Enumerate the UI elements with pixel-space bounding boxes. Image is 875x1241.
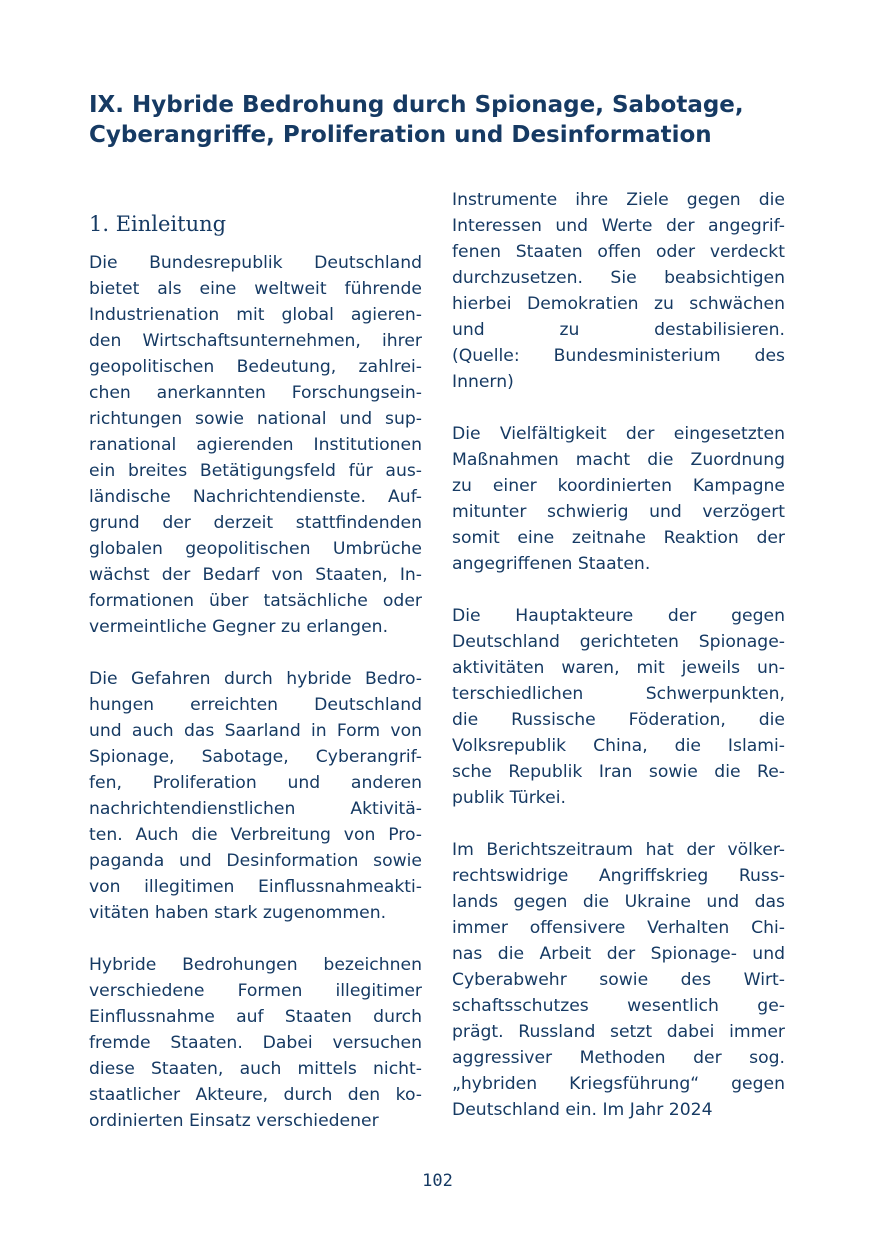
text-line: somit eine zeitnahe Reaktion der xyxy=(452,528,785,548)
text-line: paganda und Desinformation sowie xyxy=(89,851,422,871)
text-line: angegriffenen Staaten. xyxy=(452,554,651,574)
text-line: ein breites Betätigungsfeld für aus- xyxy=(89,461,422,481)
chapter-title xyxy=(89,90,789,150)
text-line: globalen geopolitischen Umbrüche xyxy=(89,539,422,559)
text-line: Instrumente ihre Ziele gegen die xyxy=(452,190,785,210)
text-line: vermeintliche Gegner zu erlangen. xyxy=(89,617,389,637)
left-column xyxy=(89,250,422,1134)
paragraph xyxy=(452,837,785,1123)
text-line: fremde Staaten. Dabei versuchen xyxy=(89,1033,422,1053)
text-line: Deutschland gerichteten Spionage- xyxy=(452,632,785,652)
text-line: Innern) xyxy=(452,372,514,392)
text-line: Interessen und Werte der angegrif- xyxy=(452,216,785,236)
text-line: fenen Staaten offen oder verdeckt xyxy=(452,242,785,262)
text-line: verschiedene Formen illegitimer xyxy=(89,981,422,1001)
paragraph xyxy=(452,603,785,811)
text-line: terschiedlichen Schwerpunkten, xyxy=(452,684,785,704)
text-line: sche Republik Iran sowie die Re- xyxy=(452,762,785,782)
text-line: nas die Arbeit der Spionage- und xyxy=(452,944,785,964)
text-line: vitäten haben stark zugenommen. xyxy=(89,903,387,923)
text-line: Cyberabwehr sowie des Wirt- xyxy=(452,970,785,990)
text-line: richtungen sowie national und sup- xyxy=(89,409,422,429)
text-line: formationen über tatsächliche oder xyxy=(89,591,422,611)
text-line: fen, Proliferation und anderen xyxy=(89,773,422,793)
text-line: „hybriden Kriegsführung“ gegen xyxy=(452,1074,785,1094)
text-line: lands gegen die Ukraine und das xyxy=(452,892,785,912)
text-line: die Russische Föderation, die xyxy=(452,710,785,730)
text-line: ordinierten Einsatz verschiedener xyxy=(89,1111,379,1131)
paragraph xyxy=(89,952,422,1134)
section-heading: 1. Einleitung xyxy=(89,212,227,236)
text-line: Einflussnahme auf Staaten durch xyxy=(89,1007,422,1027)
text-line: und auch das Saarland in Form von xyxy=(89,721,422,741)
text-line: ranational agierenden Institutionen xyxy=(89,435,422,455)
page-number: 102 xyxy=(422,1171,453,1191)
chapter-title-line: Cyberangriffe, Proliferation und Desinformation xyxy=(89,122,712,148)
text-line: aktivitäten waren, mit jeweils un- xyxy=(452,658,785,678)
right-column xyxy=(452,187,785,1123)
text-line: hierbei Demokratien zu schwächen xyxy=(452,294,785,314)
text-line: Die Bundesrepublik Deutschland xyxy=(89,253,422,273)
text-line: ten. Auch die Verbreitung von Pro- xyxy=(89,825,422,845)
text-line: Volksrepublik China, die Islami- xyxy=(452,736,785,756)
text-line: zu einer koordinierten Kampagne xyxy=(452,476,785,496)
text-line: rechtswidrige Angriffskrieg Russ- xyxy=(452,866,785,886)
paragraph xyxy=(452,421,785,577)
text-line: von illegitimen Einflussnahmeakti- xyxy=(89,877,422,897)
text-line: ländische Nachrichtendienste. Auf- xyxy=(89,487,422,507)
text-line: hungen erreichten Deutschland xyxy=(89,695,422,715)
text-line: nachrichtendienstlichen Aktivitä- xyxy=(89,799,422,819)
text-line: Die Hauptakteure der gegen xyxy=(452,606,785,626)
text-line: geopolitischen Bedeutung, zahlrei- xyxy=(89,357,422,377)
text-line: Maßnahmen macht die Zuordnung xyxy=(452,450,785,470)
text-line: Die Gefahren durch hybride Bedro- xyxy=(89,669,422,689)
text-line: (Quelle: Bundesministerium des xyxy=(452,346,785,366)
text-line: grund der derzeit stattfindenden xyxy=(89,513,422,533)
text-line: wächst der Bedarf von Staaten, In- xyxy=(89,565,422,585)
text-line: chen anerkannten Forschungsein- xyxy=(89,383,422,403)
text-line: Industrienation mit global agieren- xyxy=(89,305,422,325)
text-line: diese Staaten, auch mittels nicht- xyxy=(89,1059,422,1079)
paragraph xyxy=(89,666,422,926)
text-line: Im Berichtszeitraum hat der völker- xyxy=(452,840,785,860)
text-line: staatlicher Akteure, durch den ko- xyxy=(89,1085,422,1105)
text-line: aggressiver Methoden der sog. xyxy=(452,1048,785,1068)
text-line: durchzusetzen. Sie beabsichtigen xyxy=(452,268,785,288)
paragraph xyxy=(89,250,422,640)
text-line: publik Türkei. xyxy=(452,788,566,808)
text-line: und zu destabilisieren. xyxy=(452,320,785,340)
text-line: Deutschland ein. Im Jahr 2024 xyxy=(452,1100,713,1120)
text-line: Spionage, Sabotage, Cyberangrif- xyxy=(89,747,422,767)
text-line: Die Vielfältigkeit der eingesetzten xyxy=(452,424,785,444)
text-line: den Wirtschaftsunternehmen, ihrer xyxy=(89,331,422,351)
text-line: mitunter schwierig und verzögert xyxy=(452,502,785,522)
paragraph xyxy=(452,187,785,395)
text-line: immer offensivere Verhalten Chi- xyxy=(452,918,785,938)
text-line: schaftsschutzes wesentlich ge- xyxy=(452,996,785,1016)
text-line: prägt. Russland setzt dabei immer xyxy=(452,1022,785,1042)
chapter-title-line: IX. Hybride Bedrohung durch Spionage, Sabotage, xyxy=(89,92,744,118)
text-line: Hybride Bedrohungen bezeichnen xyxy=(89,955,422,975)
text-line: bietet als eine weltweit führende xyxy=(89,279,422,299)
